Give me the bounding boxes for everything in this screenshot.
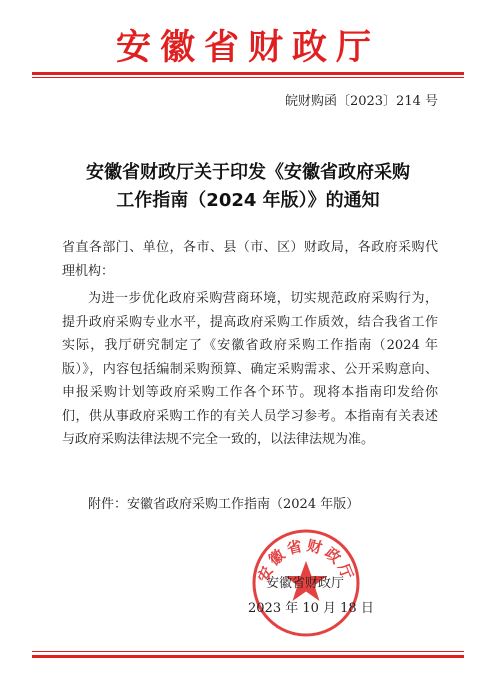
seal-text: 安徽省财政厅 (254, 536, 358, 585)
footer-rule-thick (32, 655, 464, 658)
signature-date: 2023 年 10 月 18 日 (248, 601, 374, 616)
attachment-line: 附件：安徽省政府采购工作指南（2024 年版） (88, 497, 360, 512)
signature-organization: 安徽省财政厅 (266, 576, 345, 591)
document-number: 皖财购函〔2023〕214 号 (284, 94, 438, 109)
body-paragraph: 为进一步优化政府采购营商环境，切实规范政府采购行为，提升政府采购专业水平，提高政府采购工作质效，结合我省工作实际，我厅研究制定了《安徽省政府采购工作指南（2024 年版）》，内容包括编制采购预算、确定采购需求、公开采购意向、申报采购计划等政府采购工作各个环节。现将本指南印发给你们，供从事政府采购工作的有关人员学习参考。本指南有关表述与政府采购法律法规不完全一致的，以法律法规为准。 (62, 291, 438, 447)
footer-rule-thin (32, 651, 464, 652)
document-title-line2: 工作指南（2024 年版）》的通知 (116, 190, 380, 211)
agency-name-header: 安徽省财政厅 (115, 27, 380, 68)
header-rule-thick (32, 72, 464, 75)
document-title-line1: 安徽省财政厅关于印发《安徽省政府采购 (86, 162, 410, 183)
recipient-list: 省直各部门、单位，各市、县（市、区）财政局，各政府采购代理机构： (62, 240, 438, 279)
header-rule-thin (32, 77, 464, 78)
